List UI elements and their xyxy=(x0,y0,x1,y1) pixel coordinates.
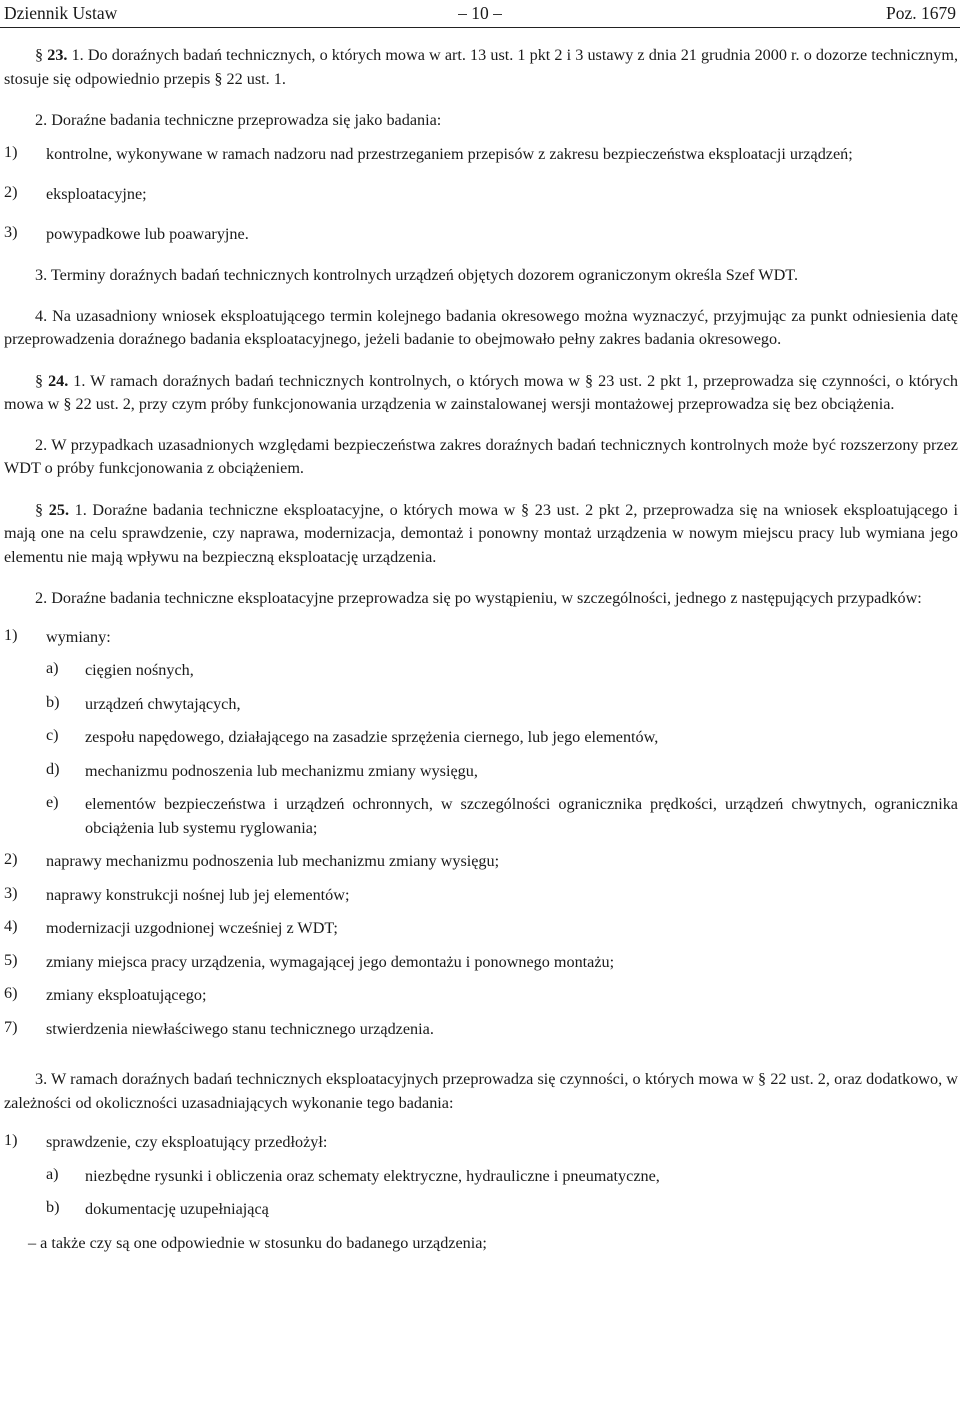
s25-paragraph-3-tail: – a także czy są one odpowiednie w stosunku do badanego urządzenia; xyxy=(28,1233,487,1252)
sub-list-text: urządzeń chwytających, xyxy=(85,694,241,713)
list-text: naprawy mechanizmu podnoszenia lub mechanizmu zmiany wysięgu; xyxy=(46,852,500,870)
list-number: 1) xyxy=(4,142,18,161)
list-item xyxy=(4,626,958,650)
sub-list-text: elementów bezpieczeństwa i urządzeń ochronnych, w szczególności ogranicznika prędkości, urządzeń chwytnych, ogranicznika obciążenia lub systemu ryglowania; xyxy=(85,795,958,837)
list-number: 2) xyxy=(4,850,18,868)
sub-list-text: zespołu napędowego, działającego na zasadzie sprzężenia ciernego, lub jego elementów, xyxy=(85,728,659,746)
sub-list-letter: b) xyxy=(46,692,60,711)
sub-list-letter: c) xyxy=(46,726,59,744)
sub-list-item xyxy=(4,793,958,840)
sub-list-text: niezbędne rysunki i obliczenia oraz schematy elektryczne, hydrauliczne i pneumatyczne, xyxy=(85,1166,660,1185)
list-number: 2) xyxy=(4,183,18,201)
list-number: 7) xyxy=(4,1017,18,1036)
list-item xyxy=(4,850,958,874)
sub-list-item xyxy=(4,693,958,717)
page-header xyxy=(4,3,956,25)
list-item xyxy=(4,884,958,908)
list-text: wymiany: xyxy=(46,627,111,646)
s25-number: 25. xyxy=(48,500,69,519)
document-body xyxy=(4,44,958,1255)
sub-list-text: mechanizmu podnoszenia lub mechanizmu zmiany wysięgu, xyxy=(85,761,478,780)
journal-title: Dziennik Ustaw xyxy=(4,3,118,23)
sub-list-item xyxy=(4,1165,958,1189)
sub-list-letter: b) xyxy=(46,1198,60,1216)
page-number: – 10 – xyxy=(458,3,502,23)
list-item xyxy=(4,1131,958,1155)
sub-list-letter: a) xyxy=(46,659,59,677)
list-item xyxy=(4,223,958,247)
list-item xyxy=(4,183,958,207)
s24-ust1-text: 1. W ramach doraźnych badań technicznych kontrolnych, o których mowa w § 23 ust. 2 pkt 1, przeprowadza się czynności, o których mowa w § 22 ust. 2, przy czym próby funkcjonowania urządzenia w zainstalowanej wersji montażowej przeprowadza się bez obciążenia. xyxy=(4,371,959,413)
list-item xyxy=(4,1018,958,1042)
s25-paragraph-2: 2. Doraźne badania techniczne eksploatacyjne przeprowadza się po wystąpieniu, w szczególności, jednego z następujących przypadków: xyxy=(35,589,922,607)
sub-list-item xyxy=(4,659,958,683)
sub-list-item xyxy=(4,760,958,784)
s23-paragraph-3: 3. Terminy doraźnych badań technicznych kontrolnych urządzeń objętych dozorem ograniczonym określa Szef WDT. xyxy=(35,266,798,284)
list-number: 3) xyxy=(4,883,18,902)
sub-list-text: dokumentację uzupełniającą xyxy=(85,1200,269,1218)
sub-list-letter: a) xyxy=(46,1164,59,1183)
s25-paragraph-1: § 25. 1. Doraźne badania techniczne eksploatacyjne, o których mowa w § 23 ust. 2 pkt 2, przeprowadza się na wniosek eksploatującego i mają one na celu sprawdzenie, czy naprawa, modernizacja, demontaż i ponowny montaż urządzenia w nowym miejscu pracy lub wymiana jego elementu nie mają wpływu na bezpieczną eksploatację urządzenia. xyxy=(4,500,959,566)
sub-list-letter: e) xyxy=(46,793,59,811)
s23-paragraph-2: 2. Doraźne badania techniczne przeprowadza się jako badania: xyxy=(35,111,442,129)
list-item xyxy=(4,984,958,1008)
list-text: zmiany miejsca pracy urządzenia, wymagającej jego demontażu i ponownego montażu; xyxy=(46,952,615,971)
list-number: 3) xyxy=(4,222,18,241)
sub-list-letter: d) xyxy=(46,759,60,778)
s23-paragraph-4: 4. Na uzasadniony wniosek eksploatującego termin kolejnego badania okresowego można wyznaczyć, przyjmując za punkt odniesienia datę przeprowadzenia doraźnego badania eksploatacyjnego, jeżeli badanie to obejmowało pełny zakres badania okresowego. xyxy=(4,306,958,348)
list-text: eksploatacyjne; xyxy=(46,185,147,203)
list-item xyxy=(4,917,958,941)
header-rule xyxy=(0,27,960,28)
list-number: 4) xyxy=(4,917,18,935)
list-text: modernizacji uzgodnionej wcześniej z WDT; xyxy=(46,919,338,937)
list-number: 6) xyxy=(4,984,18,1002)
s23-ust1-text: 1. Do doraźnych badań technicznych, o których mowa w art. 13 ust. 1 pkt 2 i 3 ustawy z dnia 21 grudnia 2000 r. o dozorze technicznym, stosuje się odpowiednio przepis § 22 ust. 1. xyxy=(4,46,959,88)
list-item xyxy=(4,951,958,975)
list-number: 1) xyxy=(4,1131,18,1149)
sub-list-item xyxy=(4,726,958,750)
list-text: stwierdzenia niewłaściwego stanu technicznego urządzenia. xyxy=(46,1019,434,1038)
list-text: naprawy konstrukcji nośnej lub jej elementów; xyxy=(46,885,350,904)
s23-number: 23. xyxy=(47,46,68,64)
list-number: 5) xyxy=(4,950,18,969)
s24-paragraph-2: 2. W przypadkach uzasadnionych względami bezpieczeństwa zakres doraźnych badań technicznych kontrolnych może być rozszerzony przez WDT o próby funkcjonowania z obciążeniem. xyxy=(4,435,958,477)
s23-paragraph-1: § 23. 1. Do doraźnych badań technicznych, o których mowa w art. 13 ust. 1 pkt 2 i 3 ustawy z dnia 21 grudnia 2000 r. o dozorze technicznym, stosuje się odpowiednio przepis § 22 ust. 1. xyxy=(4,46,959,88)
s25-ust1-text: 1. Doraźne badania techniczne eksploatacyjne, o których mowa w § 23 ust. 2 pkt 2, przeprowadza się na wniosek eksploatującego i mają one na celu sprawdzenie, czy naprawa, modernizacja, demontaż i ponowny montaż urządzenia w nowym miejscu pracy lub wymiana jego elementu nie mają wpływu na bezpieczną eksploatację urządzenia. xyxy=(4,500,959,566)
list-text: zmiany eksploatującego; xyxy=(46,986,207,1004)
list-item xyxy=(4,143,958,167)
s24-paragraph-1: § 24. 1. W ramach doraźnych badań technicznych kontrolnych, o których mowa w § 23 ust. 2 pkt 1, przeprowadza się czynności, o których mowa w § 22 ust. 2, przy czym próby funkcjonowania urządzenia w zainstalowanej wersji montażowej przeprowadza się bez obciążenia. xyxy=(4,371,959,413)
sub-list-text: cięgien nośnych, xyxy=(85,661,194,679)
sub-list-item xyxy=(4,1198,958,1222)
list-text: sprawdzenie, czy eksploatujący przedłożył: xyxy=(46,1133,328,1151)
s25-paragraph-3: 3. W ramach doraźnych badań technicznych eksploatacyjnych przeprowadza się czynności, o których mowa w § 22 ust. 2, oraz dodatkowo, w zależności od okoliczności uzasadniających wykonanie tego badania: xyxy=(4,1070,958,1112)
position-number: Poz. 1679 xyxy=(886,3,956,23)
list-text: powypadkowe lub poawaryjne. xyxy=(46,224,249,243)
list-text: kontrolne, wykonywane w ramach nadzoru nad przestrzeganiem przepisów z zakresu bezpieczeństwa eksploatacji urządzeń; xyxy=(46,144,853,163)
s24-number: 24. xyxy=(48,371,69,390)
list-number: 1) xyxy=(4,625,18,644)
